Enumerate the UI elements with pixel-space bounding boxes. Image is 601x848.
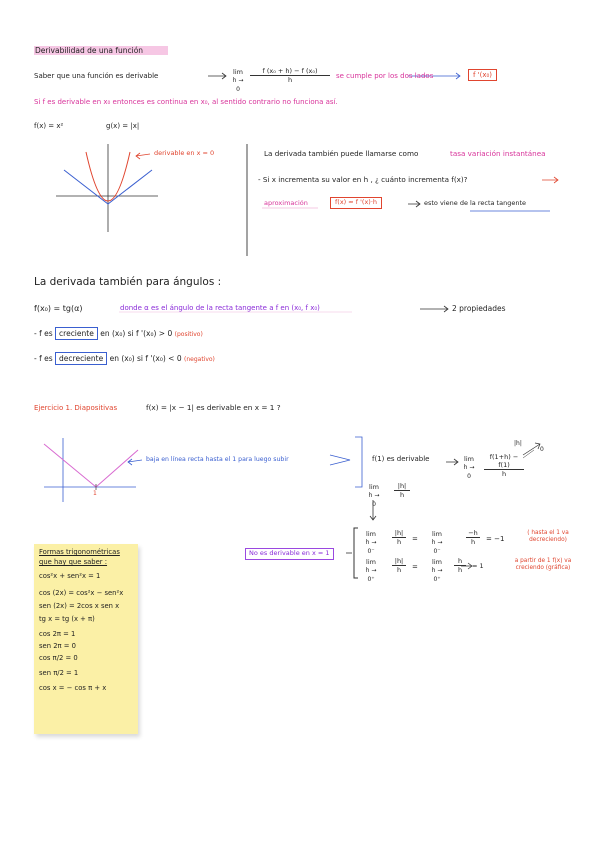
- sticky-title-2: que hay que saber :: [39, 558, 108, 566]
- arrow-icon: [420, 306, 448, 312]
- graph-note: derivable en x = 0: [154, 149, 215, 157]
- lim-symbol: lim h → 0: [368, 483, 380, 508]
- tangent-formula: f(x₀) = tg(α): [34, 304, 83, 313]
- increasing-word: creciente: [55, 327, 98, 340]
- derivable-text: Saber que una función es derivable: [34, 72, 159, 80]
- sticky-title-1: Formas trigonométricas: [39, 548, 120, 556]
- derivative-alias-text: La derivada también puede llamarse como: [264, 149, 419, 158]
- row1-frac2: $\frac{-h}{h}$: [466, 529, 480, 546]
- row1-frac1: $\frac{|h|}{h}$: [392, 529, 406, 546]
- increment-question: - Si x incrementa su valor en h , ¿ cuánto incrementa f(x)?: [258, 175, 468, 184]
- approx-label: aproximación: [264, 199, 308, 207]
- abs-h-over-h: $\frac{|h|}{h}$: [394, 482, 410, 499]
- f1-derivable: f(1) es derivable: [372, 455, 430, 463]
- derivative-result-box: f '(x₀): [468, 69, 497, 81]
- exercise-label: Ejercicio 1. Diapositivas: [34, 404, 118, 412]
- properties-count: 2 propiedades: [452, 304, 506, 313]
- row2-result: = 1: [472, 562, 484, 570]
- sticky-line: cos π/2 = 0: [39, 654, 78, 662]
- sticky-line: cos (2x) = cos²x − sen²x: [39, 589, 124, 597]
- arrow-icon: [523, 443, 540, 455]
- lim-symbol: lim h → 0: [232, 68, 244, 93]
- abs-shift-curve: [44, 444, 138, 487]
- arrow-label-zero: 0: [540, 446, 544, 453]
- difference-quotient-1: $\frac{f(1+h) - f(1)}{h}$: [484, 453, 524, 478]
- sticky-line: tg x = tg (x + π): [39, 615, 95, 623]
- approx-formula-box: f(x) ≃ f '(x)·h: [330, 197, 382, 209]
- section-heading: La derivada también para ángulos :: [34, 276, 222, 288]
- instantaneous-rate-text: tasa variación instantánea: [450, 149, 546, 158]
- exercise-statement: f(x) = |x − 1| es derivable en x = 1 ?: [146, 403, 281, 412]
- sticky-note: [34, 544, 138, 734]
- lim-plus: lim h → 0⁺: [365, 558, 377, 583]
- function-f: f(x) = x²: [34, 122, 64, 130]
- sticky-line: cos 2π = 1: [39, 630, 76, 638]
- row2-note: a partir de 1 f(x) va creciendo (gráfica): [514, 558, 572, 571]
- arrow-icon: [128, 459, 142, 465]
- continuity-text: Si f es derivable en x₀ entonces es continua en x₀, al sentido contrario no funciona así.: [34, 98, 338, 106]
- arrow-label-h: |h|: [514, 440, 522, 447]
- conclusion-box: No es derivable en x = 1: [245, 548, 334, 560]
- decreasing-word: decreciente: [55, 352, 107, 365]
- row2-frac1: $\frac{|h|}{h}$: [392, 557, 406, 574]
- arrow-icon: [208, 73, 226, 79]
- prop-decreasing: - f es decreciente en (x₀) si f '(x₀) < 0 (negativo): [34, 354, 215, 363]
- function-g: g(x) = |x|: [106, 122, 140, 130]
- arrow-icon: [136, 153, 150, 159]
- sticky-line: sen 2π = 0: [39, 642, 76, 650]
- sticky-line: cos²x + sen²x = 1: [39, 572, 101, 580]
- row1-note: ( hasta el 1 va decreciendo): [527, 530, 569, 543]
- lim-minus: lim h → 0⁻: [365, 530, 377, 555]
- arrow-icon: [542, 177, 558, 183]
- sticky-line: cos x = − cos π + x: [39, 684, 107, 692]
- tangent-formula-desc: donde α es el ángulo de la recta tangente a f en (x₀, f x₀): [120, 304, 320, 312]
- lim-minus: lim h → 0⁻: [431, 530, 443, 555]
- page-title: Derivabilidad de una función: [35, 46, 144, 55]
- tangent-note: esto viene de la recta tangente: [424, 199, 527, 207]
- row1-result: = −1: [486, 535, 505, 543]
- arrow-icon: [446, 459, 458, 465]
- tick-one: 1: [93, 490, 97, 497]
- row2-frac2: $\frac{h}{h}$: [454, 557, 466, 574]
- lim-symbol: lim h → 0: [463, 455, 475, 480]
- sticky-line: sen (2x) = 2cos x sen x: [39, 602, 120, 610]
- exercise-graph-note: baja en línea recta hasta el 1 para luego subir: [146, 456, 289, 463]
- both-sides-text: se cumple por los dos lados: [336, 72, 434, 80]
- difference-quotient: $\frac{\text{f (x₀ + h) − f (x₀)}}{h}$: [250, 67, 330, 84]
- lim-plus: lim h → 0⁺: [431, 558, 443, 583]
- prop-increasing: - f es creciente en (x₀) si f '(x₀) > 0 (positivo): [34, 329, 203, 338]
- sticky-line: sen π/2 = 1: [39, 669, 79, 677]
- arrow-icon: [408, 201, 420, 207]
